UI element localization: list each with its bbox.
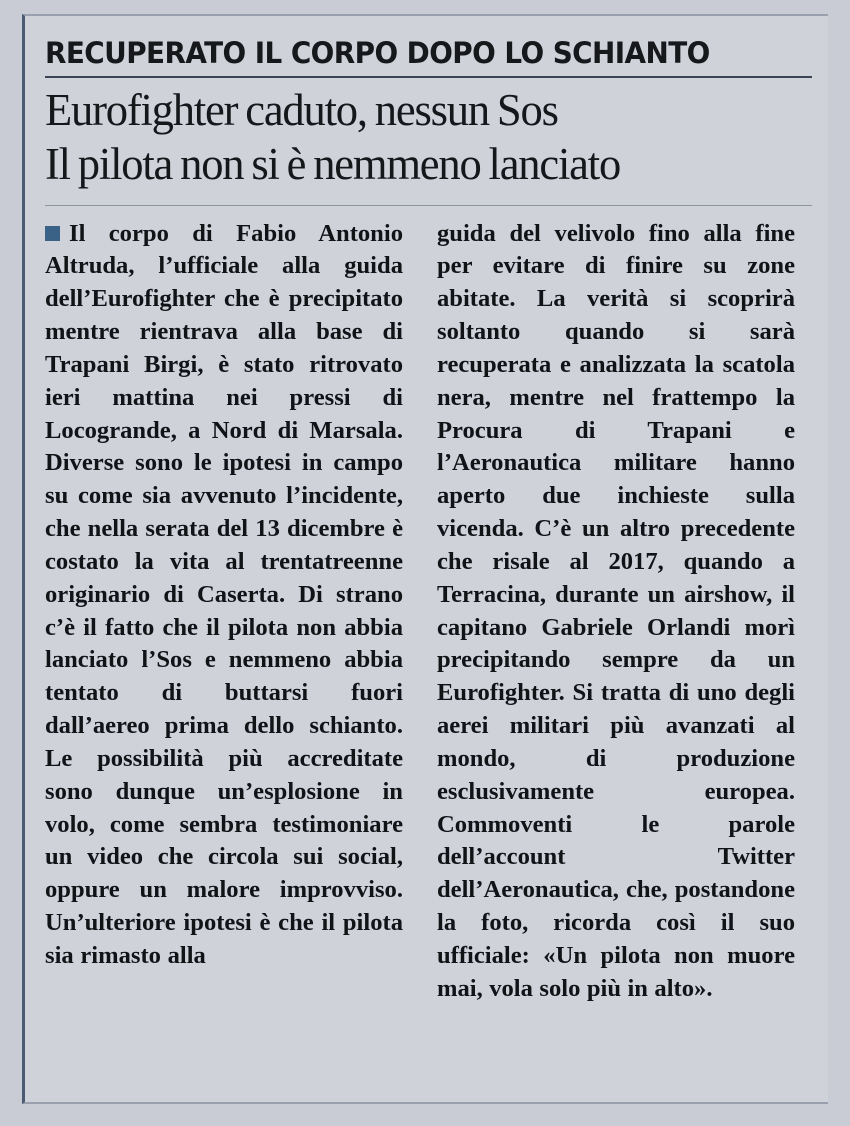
article-body [45, 218, 812, 1006]
body-paragraph-right: guida del velivolo fino alla fine per evitare di finire su zone abitate. La verità si scoprirà soltanto quando si sarà recuperata e analizzata la scatola nera, mentre nel frattempo la Procura di Trapani e l’Aeronautica militare hanno aperto due inchieste sulla vicenda. C’è un altro precedente che risale al 2017, quando a Terracina, durante un airshow, il capitano Gabriele Orlandi morì precipitando sempre da un Eurofighter. Si tratta di uno degli aerei militari più avanzati al mondo, di produzione esclusivamente europea. Commoventi le parole dell’account Twitter dell’Aeronautica, che, postandone la foto, ricorda così il suo ufficiale: «Un pilota non muore mai, vola solo più in alto». [437, 219, 795, 1002]
article-kicker: RECUPERATO IL CORPO DOPO LO SCHIANTO [45, 36, 710, 70]
article-headline [45, 84, 804, 190]
headline-divider [45, 205, 812, 206]
article-clipping [22, 14, 828, 1104]
body-text-left: Il corpo di Fabio Antonio Altruda, l’ufficiale alla guida dell’Eurofighter che è precipitato mentre rientrava alla base di Trapani Birgi, è stato ritrovato ieri mattina nei pressi di Locogrande, a Nord di Marsala. Diverse sono le ipotesi in campo su come sia avvenuto l’incidente, che nella serata del 13 dicembre è costato la vita al trentatreenne originario di Caserta. Di strano c’è il fatto che il pilota non abbia lanciato l’Sos e nemmeno abbia tentato di buttarsi fuori dall’aereo prima dello schianto. Le possibilità più accreditate sono dunque un’esplosione in volo, come sembra testimoniare un video che circola sui social, oppure un malore improvviso. Un’ulteriore ipotesi è che il pilota sia rimasto alla [45, 219, 403, 969]
headline-line-1: Eurofighter caduto, nessun Sos [45, 85, 558, 136]
body-column-right [437, 218, 795, 1006]
kicker-divider [45, 76, 812, 78]
body-paragraph-left [45, 218, 403, 973]
body-column-left [45, 218, 403, 1006]
square-bullet-icon [45, 226, 60, 241]
headline-line-2: Il pilota non si è nemmeno lanciato [45, 138, 621, 189]
